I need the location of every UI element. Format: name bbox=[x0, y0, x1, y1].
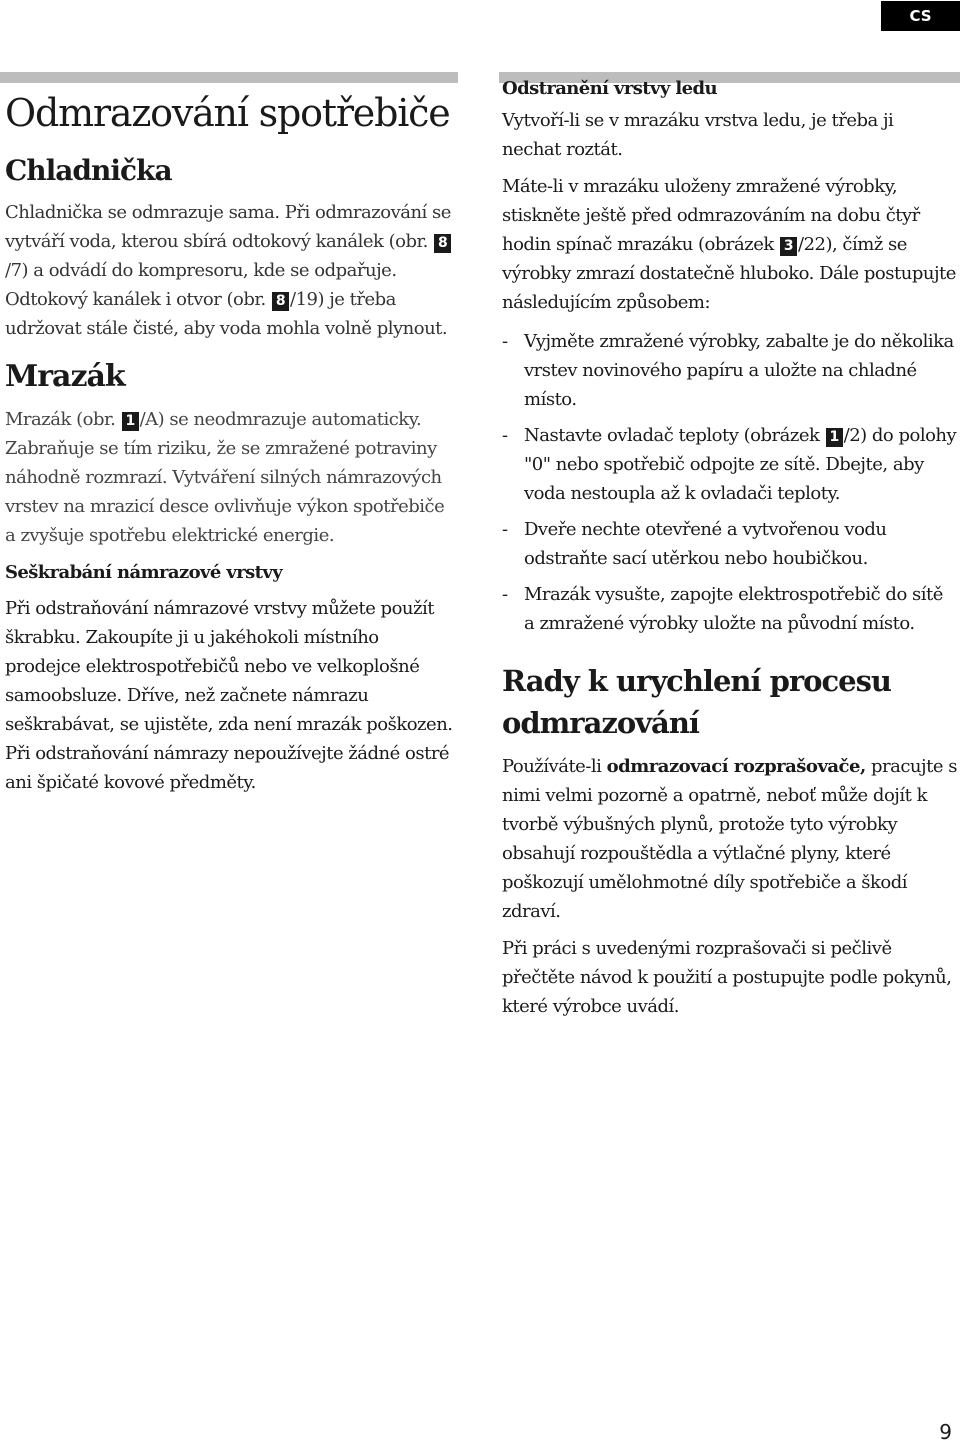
emphasis-text: odmrazovací rozprašovače, bbox=[606, 756, 866, 777]
seskrabani-paragraph: Při odstraňování námrazové vrstvy můžete použít škrabku. Zakoupíte ji u jakéhokoli místního prodejce elektrospotřebičů nebo ve velkoplošné samoobsluze. Dříve, než začnete námrazu seškrabávat, se ujistěte, zda není mrazák poškozen. Při odstraňování námrazy nepoužívejte žádné ostré ani špičaté kovové předměty. bbox=[5, 598, 453, 793]
text-run: Nastavte ovladač teploty (obrázek bbox=[524, 425, 825, 446]
page-title: Odmrazování spotřebiče bbox=[5, 91, 450, 135]
chladnicka-paragraph bbox=[5, 198, 457, 343]
list-item: - Dveře nechte otevřené a vytvořenou vodu odstraňte sací utěrkou nebo houbičkou. bbox=[502, 515, 957, 573]
rady-paragraph-2: Při práci s uvedenými rozprašovači si pečlivě přečtěte návod k použití a postupujte podle pokynů, které výrobce uvádí. bbox=[502, 938, 952, 1017]
rady-paragraph-1 bbox=[502, 752, 957, 926]
figure-ref-badge: 1 bbox=[826, 428, 843, 447]
steps-list bbox=[502, 327, 957, 638]
figure-ref-badge: 1 bbox=[122, 412, 139, 431]
text-run: Používáte-li bbox=[502, 756, 607, 777]
figure-ref-badge: 8 bbox=[434, 234, 451, 253]
odstraneni-paragraph bbox=[502, 172, 957, 317]
section-heading-mrazak: Mrazák bbox=[5, 359, 125, 394]
text-run: /A) se neodmrazuje automaticky. Zabraňuje se tím riziku, že se zmražené potraviny náhodně rozmrazí. Vytváření silných námrazových vrstev na mrazicí desce ovlivňuje výkon spotřebiče a zvyšuje spotřebu elektrické energie. bbox=[5, 409, 445, 546]
subheading-seskrabani: Seškrabání námrazové vrstvy bbox=[5, 562, 283, 583]
text-run: /2) do polohy "0" nebo spotřebič odpojte ze sítě. Dbejte, aby voda nestoupla až k ovladači teploty. bbox=[524, 425, 957, 504]
text-run: Chladnička se odmrazuje sama. Při odmrazování se vytváří voda, kterou sbírá odtokový kanálek (obr. bbox=[5, 202, 451, 252]
section-heading-chladnicka: Chladnička bbox=[5, 154, 172, 187]
left-column bbox=[5, 72, 457, 797]
text-run: /7) a odvádí do kompresoru, kde se odpařuje. Odtokový kanálek i otvor (obr. bbox=[5, 260, 397, 310]
figure-ref-badge: 3 bbox=[780, 237, 797, 256]
list-item: - Mrazák vysušte, zapojte elektrospotřebič do sítě a zmražené výrobky uložte na původní místo. bbox=[502, 580, 957, 638]
text-run: pracujte s nimi velmi pozorně a opatrně, neboť může dojít k tvorbě výbušných plynů, protože tyto výrobky obsahují rozpouštědla a výtlačné plyny, které poškozují umělohmotné díly spotřebiče a škodí zdraví. bbox=[502, 756, 957, 922]
subheading-odstraneni: Odstranění vrstvy ledu bbox=[502, 78, 717, 99]
mrazak-paragraph bbox=[5, 405, 457, 550]
figure-ref-badge: 8 bbox=[272, 292, 289, 311]
text-run: Mrazák (obr. bbox=[5, 409, 121, 430]
list-item: - Vyjměte zmražené výrobky, zabalte je do několika vrstev novinového papíru a uložte na chladné místo. bbox=[502, 327, 957, 414]
text-run: /22), čímž se výrobky zmrazí dostatečně hluboko. Dále postupujte následujícím způsobem: bbox=[502, 234, 956, 313]
text-run: Máte-li v mrazáku uloženy zmražené výrobky, stiskněte ještě před odmrazováním na dobu čtyř hodin spínač mrazáku (obrázek bbox=[502, 176, 920, 255]
language-badge: CS bbox=[881, 1, 960, 31]
text-run: /19) je třeba udržovat stále čisté, aby voda mohla volně plynout. bbox=[5, 289, 448, 339]
section-heading-rady: Rady k urychlení procesu odmrazování bbox=[502, 664, 892, 740]
page-number: 9 bbox=[939, 1420, 952, 1444]
right-column bbox=[502, 72, 957, 1021]
list-item bbox=[502, 421, 957, 508]
odstraneni-intro: Vytvoří-li se v mrazáku vrstva ledu, je třeba ji nechat roztát. bbox=[502, 110, 894, 160]
